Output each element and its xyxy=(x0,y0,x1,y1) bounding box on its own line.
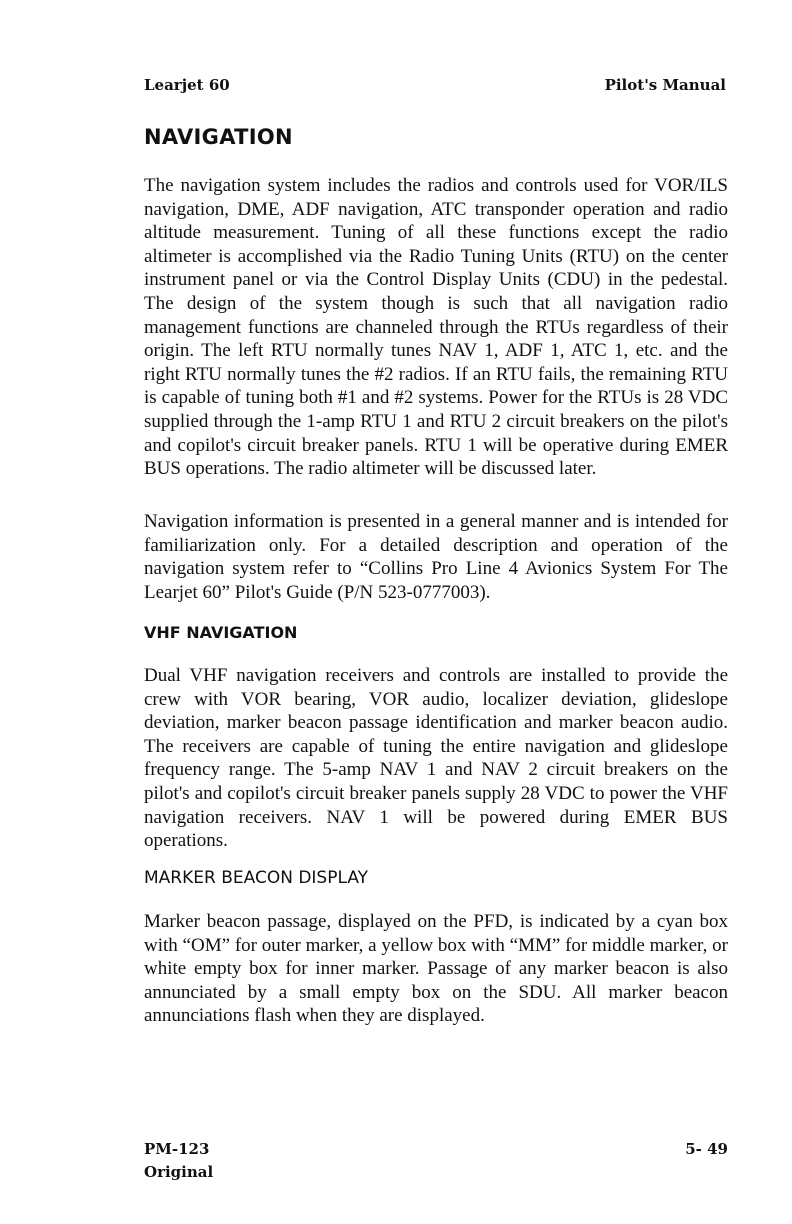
vhf-navigation-heading: VHF NAVIGATION xyxy=(144,623,298,642)
familiarization-paragraph: Navigation information is presented in a general manner and is intended for familiarization only. For a detailed description and operation of the navigation system refer to “Collins Pro Line 4 Avionics System For The Learjet 60” Pilot's Guide (P/N 523-0777003). xyxy=(144,511,728,603)
page-number: 5- 49 xyxy=(685,1140,728,1158)
marker-beacon-paragraph: Marker beacon passage, displayed on the PFD, is indicated by a cyan box with “OM” for outer marker, a yellow box with “MM” for middle marker, or white empty box for inner marker. Passage of any marker beacon is also annunciated by a small empty box on the SDU. All marker beacon annunciations flash when they are displayed. xyxy=(144,911,728,1027)
footer-revision: Original xyxy=(144,1163,214,1181)
intro-paragraph: The navigation system includes the radios and controls used for VOR/ILS navigation, DME, ADF navigation, ATC transponder operation and radio altitude measurement. Tuning of all these functions except the radio altimeter is accomplished via the Radio Tuning Units (RTU) on the center instrument panel or via the Control Display Units (CDU) in the pedestal. The design of the system though is such that all navigation radio management functions are channeled through the RTUs regardless of their origin. The left RTU normally tunes NAV 1, ADF 1, ATC 1, etc. and the right RTU normally tunes the #2 radios. If an RTU fails, the remaining RTU is capable of tuning both #1 and #2 systems. Power for the RTUs is 28 VDC supplied through the 1-amp RTU 1 and RTU 2 circuit breakers on the pilot's and copilot's circuit breaker panels. RTU 1 will be operative during EMER BUS operations. The radio altimeter will be discussed later. xyxy=(144,175,728,480)
header-manual-title: Pilot's Manual xyxy=(604,76,726,94)
vhf-navigation-paragraph: Dual VHF navigation receivers and controls are installed to provide the crew with VOR bearing, VOR audio, localizer deviation, glideslope deviation, marker beacon passage identification and marker beacon audio. The receivers are capable of tuning the entire navigation and glideslope frequency range. The 5-amp NAV 1 and NAV 2 circuit breakers on the pilot's and copilot's circuit breaker panels supply 28 VDC to power the VHF navigation receivers. NAV 1 will be powered during EMER BUS operations. xyxy=(144,665,728,852)
footer-doc-info xyxy=(144,1138,213,1184)
header-aircraft: Learjet 60 xyxy=(144,76,230,94)
section-title: NAVIGATION xyxy=(144,125,293,149)
footer-doc-number: PM-123 xyxy=(144,1140,210,1158)
marker-beacon-heading: MARKER BEACON DISPLAY xyxy=(144,868,369,888)
